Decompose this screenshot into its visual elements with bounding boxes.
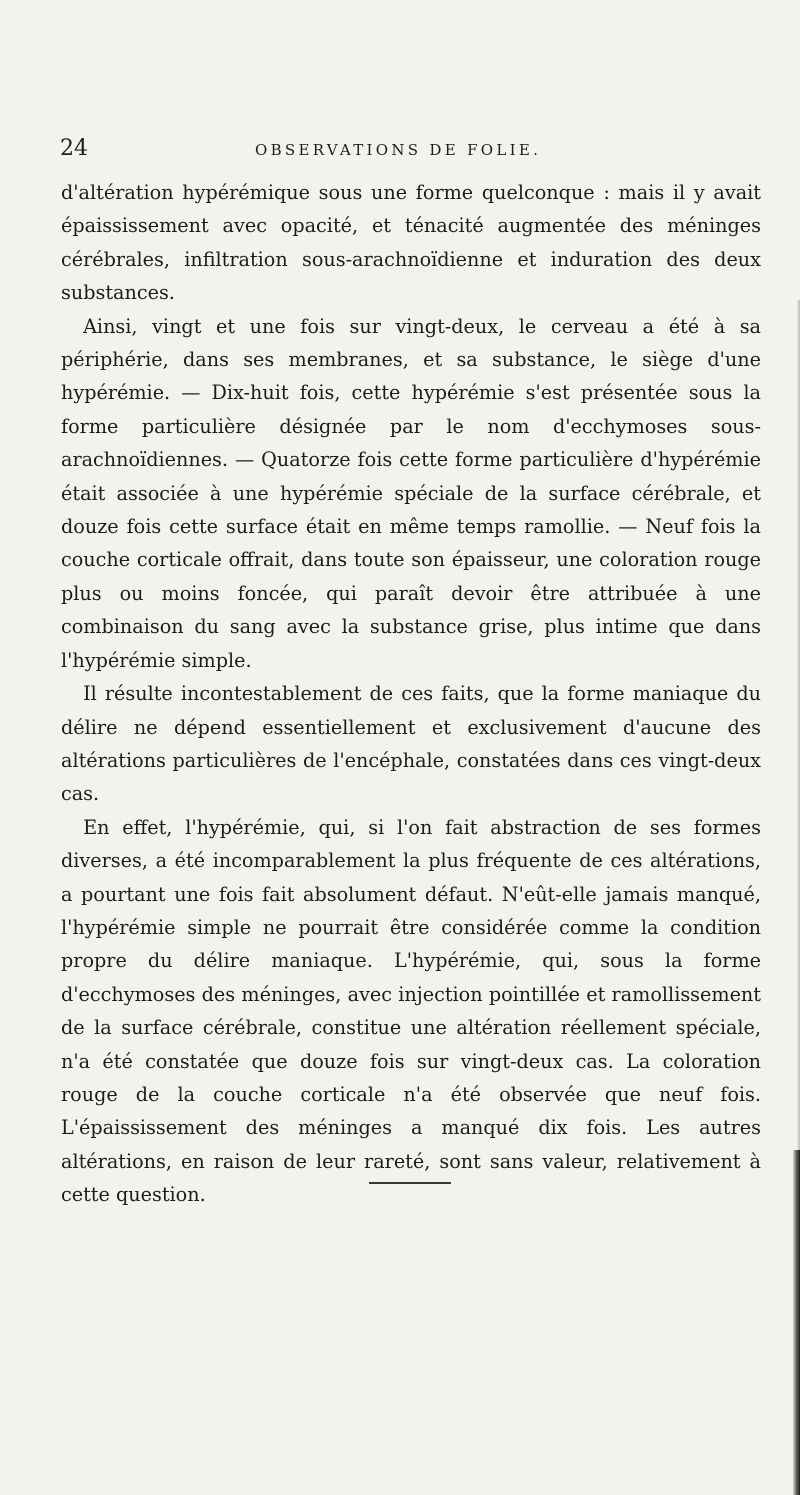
- paragraph: Ainsi, vingt et une fois sur vingt-deux, le cerveau a été à sa périphérie, dans ses membranes, et sa substance, le siège d'une hypérémie. — Dix-huit fois, cette hypérémie s'est présentée sous la forme particulière désignée par le nom d'ecchymoses sous-arachnoïdiennes. — Quatorze fois cette forme particulière d'hypérémie était associée à une hypérémie spéciale de la surface cérébrale, et douze fois cette surface était en même temps ramollie. — Neuf fois la couche corticale offrait, dans toute son épaisseur, une coloration rouge plus ou moins foncée, qui paraît devoir être attribuée à une combinaison du sang avec la substance grise, plus intime que dans l'hypérémie simple.: [61, 314, 761, 672]
- running-title: OBSERVATIONS DE FOLIE.: [255, 141, 542, 159]
- body-text: [61, 176, 761, 1212]
- page-number: 24: [60, 136, 88, 161]
- page-edge-dark: [793, 1150, 800, 1495]
- end-rule: [369, 1182, 451, 1184]
- paragraph-continuation: d'altération hypérémique sous une forme quelconque : mais il y avait épaississement avec opacité, et ténacité augmentée des méninges cérébrales, infiltration sous-arachnoïdienne et induration des deux substances.: [61, 181, 761, 305]
- page-header: [0, 134, 800, 164]
- paragraph: Il résulte incontestablement de ces faits, que la forme maniaque du délire ne dépend essentiellement et exclusivement d'aucune des altérations particulières de l'encéphale, constatées dans ces vingt-deux cas.: [61, 682, 761, 806]
- paragraph: En effet, l'hypérémie, qui, si l'on fait abstraction de ses formes diverses, a été incomparablement la plus fréquente de ces altérations, a pourtant une fois fait absolument défaut. N'eût-elle jamais manqué, l'hypérémie simple ne pourrait être considérée comme la condition propre du délire maniaque. L'hypérémie, qui, sous la forme d'ecchymoses des méninges, avec injection pointillée et ramollissement de la surface cérébrale, constitue une altération réellement spéciale, n'a été constatée que douze fois sur vingt-deux cas. La coloration rouge de la couche corticale n'a été observée que neuf fois. L'épaississement des méninges a manqué dix fois. Les autres altérations, en raison de leur rareté, sont sans valeur, relativement à cette question.: [61, 815, 761, 1207]
